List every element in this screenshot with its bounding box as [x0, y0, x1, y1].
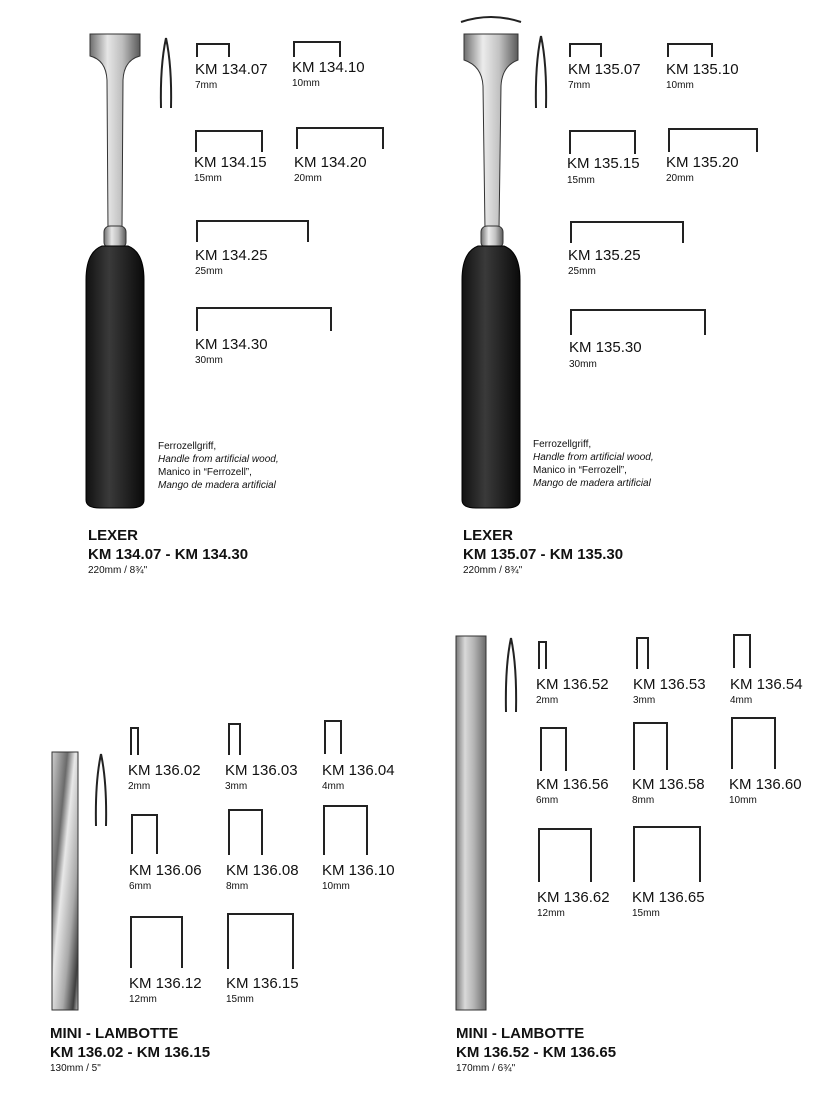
- blade-width-bracket: [196, 307, 332, 331]
- product-length: 170mm / 6¾": [456, 1063, 516, 1074]
- blade-width-bracket: [636, 637, 649, 669]
- item-code: KM 136.15: [226, 975, 299, 992]
- blade-width-bracket: [131, 814, 158, 854]
- item-size: 15mm: [567, 175, 595, 186]
- item-size: 10mm: [322, 881, 350, 892]
- blade-width-bracket: [633, 722, 668, 770]
- item-code: KM 134.10: [292, 59, 365, 76]
- lexer-134-profile-icon: [156, 36, 176, 110]
- blade-width-bracket: [130, 727, 139, 755]
- item-size: 20mm: [666, 173, 694, 184]
- item-code: KM 135.10: [666, 61, 739, 78]
- blade-width-bracket: [633, 826, 701, 882]
- blade-width-bracket: [569, 130, 636, 154]
- item-code: KM 135.25: [568, 247, 641, 264]
- item-size: 3mm: [225, 781, 248, 792]
- mini-lambotte-136-5x-osteotome-illustration: [454, 634, 488, 1012]
- blade-width-bracket: [540, 727, 567, 771]
- item-code: KM 136.58: [632, 776, 705, 793]
- item-code: KM 136.56: [536, 776, 609, 793]
- item-code: KM 135.20: [666, 154, 739, 171]
- note-line: Ferrozellgriff,: [158, 441, 217, 452]
- item-code: KM 135.30: [569, 339, 642, 356]
- item-code: KM 136.02: [128, 762, 201, 779]
- item-size: 3mm: [633, 695, 656, 706]
- handle-material-note: [158, 440, 279, 492]
- item-size: 2mm: [536, 695, 559, 706]
- item-size: 4mm: [730, 695, 753, 706]
- blade-width-bracket: [227, 913, 294, 969]
- product-range: KM 136.02 - KM 136.15: [50, 1044, 211, 1061]
- blade-width-bracket: [667, 43, 713, 57]
- product-caption: [50, 1024, 210, 1075]
- blade-width-bracket: [293, 41, 341, 57]
- mini-lambotte-136-0x-osteotome-illustration: [50, 750, 80, 1012]
- item-code: KM 136.65: [632, 889, 705, 906]
- item-size: 7mm: [195, 80, 218, 91]
- blade-width-bracket: [733, 634, 751, 668]
- blade-width-bracket: [228, 809, 263, 855]
- note-line: Manico in “Ferrozell”,: [533, 465, 627, 476]
- item-code: KM 134.15: [194, 154, 267, 171]
- item-size: 10mm: [729, 795, 757, 806]
- item-code: KM 136.10: [322, 862, 395, 879]
- item-size: 10mm: [666, 80, 694, 91]
- item-size: 12mm: [129, 994, 157, 1005]
- item-size: 6mm: [129, 881, 152, 892]
- item-code: KM 136.62: [537, 889, 610, 906]
- item-code: KM 135.07: [568, 61, 641, 78]
- item-size: 2mm: [128, 781, 151, 792]
- blade-width-bracket: [228, 723, 241, 755]
- product-length: 130mm / 5": [50, 1063, 101, 1074]
- blade-width-bracket: [296, 127, 384, 149]
- product-caption: [88, 526, 248, 577]
- blade-width-bracket: [668, 128, 758, 152]
- blade-width-bracket: [538, 641, 547, 669]
- product-title: LEXER: [88, 527, 139, 544]
- item-size: 15mm: [194, 173, 222, 184]
- blade-width-bracket: [196, 220, 309, 242]
- item-code: KM 136.06: [129, 862, 202, 879]
- item-code: KM 136.03: [225, 762, 298, 779]
- item-code: KM 136.08: [226, 862, 299, 879]
- mini-lambotte-136-0x-profile-icon: [92, 752, 110, 828]
- item-code: KM 136.12: [129, 975, 202, 992]
- item-size: 30mm: [195, 355, 223, 366]
- note-line: Ferrozellgriff,: [533, 439, 592, 450]
- item-code: KM 134.20: [294, 154, 367, 171]
- note-line: Handle from artificial wood,: [533, 452, 654, 463]
- blade-width-bracket: [731, 717, 776, 769]
- product-length: 220mm / 8¾": [88, 565, 148, 576]
- handle-material-note: [533, 438, 654, 490]
- item-code: KM 136.53: [633, 676, 706, 693]
- blade-width-bracket: [538, 828, 592, 882]
- item-size: 7mm: [568, 80, 591, 91]
- item-size: 15mm: [632, 908, 660, 919]
- note-line: Mango de madera artificial: [158, 480, 276, 491]
- item-size: 20mm: [294, 173, 322, 184]
- item-code: KM 134.25: [195, 247, 268, 264]
- blade-width-bracket: [570, 309, 706, 335]
- blade-width-bracket: [570, 221, 684, 243]
- blade-width-bracket: [569, 43, 602, 57]
- item-code: KM 135.15: [567, 155, 640, 172]
- blade-width-bracket: [323, 805, 368, 855]
- item-size: 25mm: [568, 266, 596, 277]
- item-size: 12mm: [537, 908, 565, 919]
- item-size: 6mm: [536, 795, 559, 806]
- item-code: KM 134.07: [195, 61, 268, 78]
- product-title: MINI - LAMBOTTE: [50, 1025, 179, 1042]
- product-title: MINI - LAMBOTTE: [456, 1025, 585, 1042]
- item-size: 10mm: [292, 78, 320, 89]
- item-code: KM 136.60: [729, 776, 802, 793]
- item-size: 30mm: [569, 359, 597, 370]
- blade-width-bracket: [130, 916, 183, 968]
- lexer-135-gouge-illustration: [456, 14, 526, 510]
- item-code: KM 136.04: [322, 762, 395, 779]
- item-size: 8mm: [226, 881, 249, 892]
- item-size: 4mm: [322, 781, 345, 792]
- lexer-135-profile-icon: [531, 34, 551, 110]
- lexer-134-chisel-illustration: [80, 30, 150, 510]
- note-line: Handle from artificial wood,: [158, 454, 279, 465]
- item-size: 15mm: [226, 994, 254, 1005]
- blade-width-bracket: [196, 43, 230, 57]
- product-range: KM 135.07 - KM 135.30: [463, 546, 624, 563]
- product-range: KM 136.52 - KM 136.65: [456, 1044, 617, 1061]
- item-code: KM 134.30: [195, 336, 268, 353]
- product-length: 220mm / 8¾": [463, 565, 523, 576]
- product-title: LEXER: [463, 527, 514, 544]
- item-size: 8mm: [632, 795, 655, 806]
- item-size: 25mm: [195, 266, 223, 277]
- note-line: Manico in “Ferrozell”,: [158, 467, 252, 478]
- blade-width-bracket: [324, 720, 342, 754]
- product-caption: [463, 526, 623, 577]
- product-caption: [456, 1024, 616, 1075]
- product-range: KM 134.07 - KM 134.30: [88, 546, 249, 563]
- blade-width-bracket: [195, 130, 263, 152]
- item-code: KM 136.54: [730, 676, 803, 693]
- mini-lambotte-136-5x-profile-icon: [502, 636, 520, 714]
- item-code: KM 136.52: [536, 676, 609, 693]
- note-line: Mango de madera artificial: [533, 478, 651, 489]
